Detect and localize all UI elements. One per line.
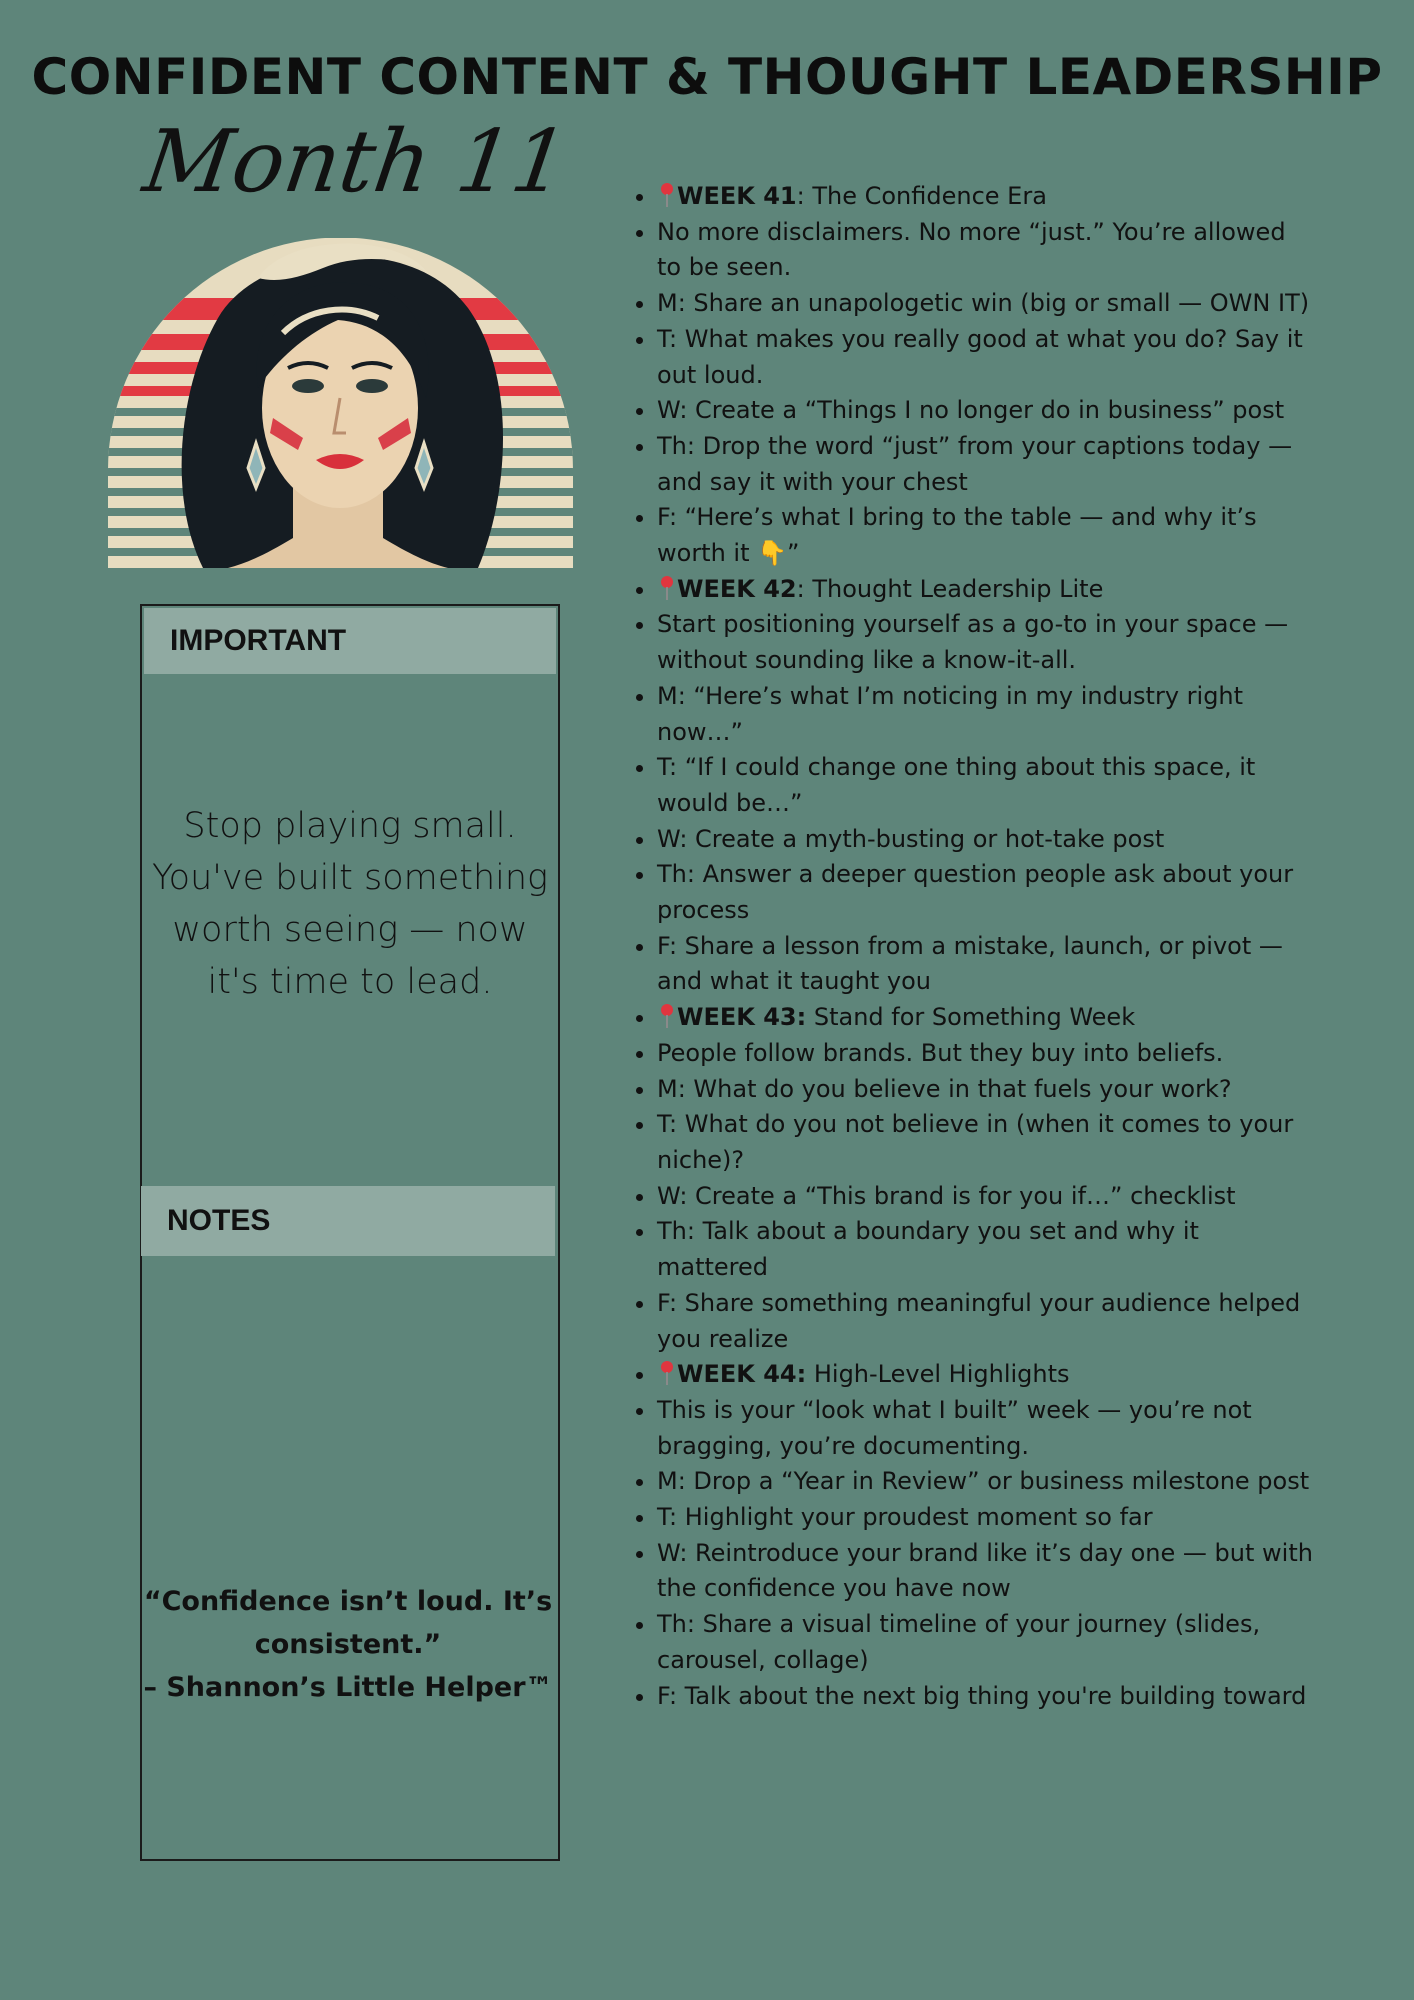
list-item: • W: Create a “This brand is for you if…” checklist [657, 1179, 1317, 1215]
list-item: • T: What makes you really good at what you do? Say it out loud. [657, 322, 1317, 393]
list-item: • This is your “look what I built” week — you’re not bragging, you’re documenting. [657, 1393, 1317, 1464]
week-title: High-Level Highlights [813, 1360, 1070, 1389]
list-item: • T: Highlight your proudest moment so far [657, 1500, 1317, 1536]
list-item: • W: Create a myth-busting or hot-take post [657, 822, 1317, 858]
list-item: • M: Drop a “Year in Review” or business milestone post [657, 1464, 1317, 1500]
list-item: • F: Talk about the next big thing you're building toward [657, 1679, 1317, 1715]
notes-heading: NOTES [141, 1186, 555, 1256]
week-header [657, 179, 1317, 215]
woman-portrait-illustration [108, 238, 573, 568]
quote [142, 1580, 554, 1709]
week-title: Thought Leadership Lite [812, 574, 1104, 603]
week-header [657, 1357, 1317, 1393]
week-title: Stand for Something Week [813, 1003, 1136, 1032]
important-heading: IMPORTANT [144, 608, 556, 674]
important-text: Stop playing small. You've built something worth seeing — now it's time to lead. [151, 806, 549, 1002]
list-item: • T: What do you not believe in (when it comes to your niche)? [657, 1107, 1317, 1178]
week-separator [806, 1360, 814, 1388]
list-item: • W: Reintroduce your brand like it’s day one — but with the confidence you have now [657, 1536, 1317, 1607]
page-title: CONFIDENT CONTENT & THOUGHT LEADERSHIP [31, 48, 1383, 106]
month-label: Month 11 [137, 112, 574, 212]
list-item: • F: Share something meaningful your audience helped you realize [657, 1286, 1317, 1357]
list-item: • M: What do you believe in that fuels your work? [657, 1072, 1317, 1108]
week-separator [806, 1003, 814, 1031]
week-header [657, 1000, 1317, 1036]
week-label: WEEK 42 [677, 574, 797, 603]
quote-attribution: – Shannon’s Little Helper™ [143, 1672, 553, 1703]
week-label: WEEK 43: [677, 1003, 807, 1032]
week-label: WEEK 44: [677, 1360, 807, 1389]
red-pushpin-icon [657, 1360, 677, 1386]
red-pushpin-icon [657, 182, 677, 208]
week-title: The Confidence Era [812, 182, 1047, 210]
list-item: • Th: Talk about a boundary you set and why it mattered [657, 1214, 1317, 1285]
week-label: WEEK 41 [677, 182, 797, 210]
list-item: • People follow brands. But they buy into beliefs. [657, 1036, 1317, 1072]
week-separator: : [796, 182, 813, 210]
red-pushpin-icon [657, 1003, 677, 1029]
list-item: • F: Share a lesson from a mistake, launch, or pivot — and what it taught you [657, 929, 1317, 1000]
list-item: • Th: Answer a deeper question people ask about your process [657, 857, 1317, 928]
list-item: • Th: Share a visual timeline of your journey (slides, carousel, collage) [657, 1607, 1317, 1678]
list-item: • No more disclaimers. No more “just.” You’re allowed to be seen. [657, 215, 1317, 286]
list-item: • Start positioning yourself as a go-to in your space — without sounding like a know-it-all. [657, 607, 1317, 678]
list-item: • W: Create a “Things I no longer do in business” post [657, 393, 1317, 429]
list-item: • Th: Drop the word “just” from your captions today — and say it with your chest [657, 429, 1317, 500]
week-header [657, 572, 1317, 608]
red-pushpin-icon [657, 575, 677, 601]
quote-text: “Confidence isn’t loud. It’s consistent.” [143, 1586, 553, 1660]
list-item: • M: “Here’s what I’m noticing in my industry right now…” [657, 679, 1317, 750]
list-item: • T: “If I could change one thing about this space, it would be…” [657, 750, 1317, 821]
list-item: • M: Share an unapologetic win (big or small — OWN IT) [657, 286, 1317, 322]
list-item: • F: “Here’s what I bring to the table — and why it’s worth it 👇” [657, 500, 1317, 571]
week-separator: : [796, 574, 813, 603]
weekly-task-list [628, 179, 1317, 1714]
